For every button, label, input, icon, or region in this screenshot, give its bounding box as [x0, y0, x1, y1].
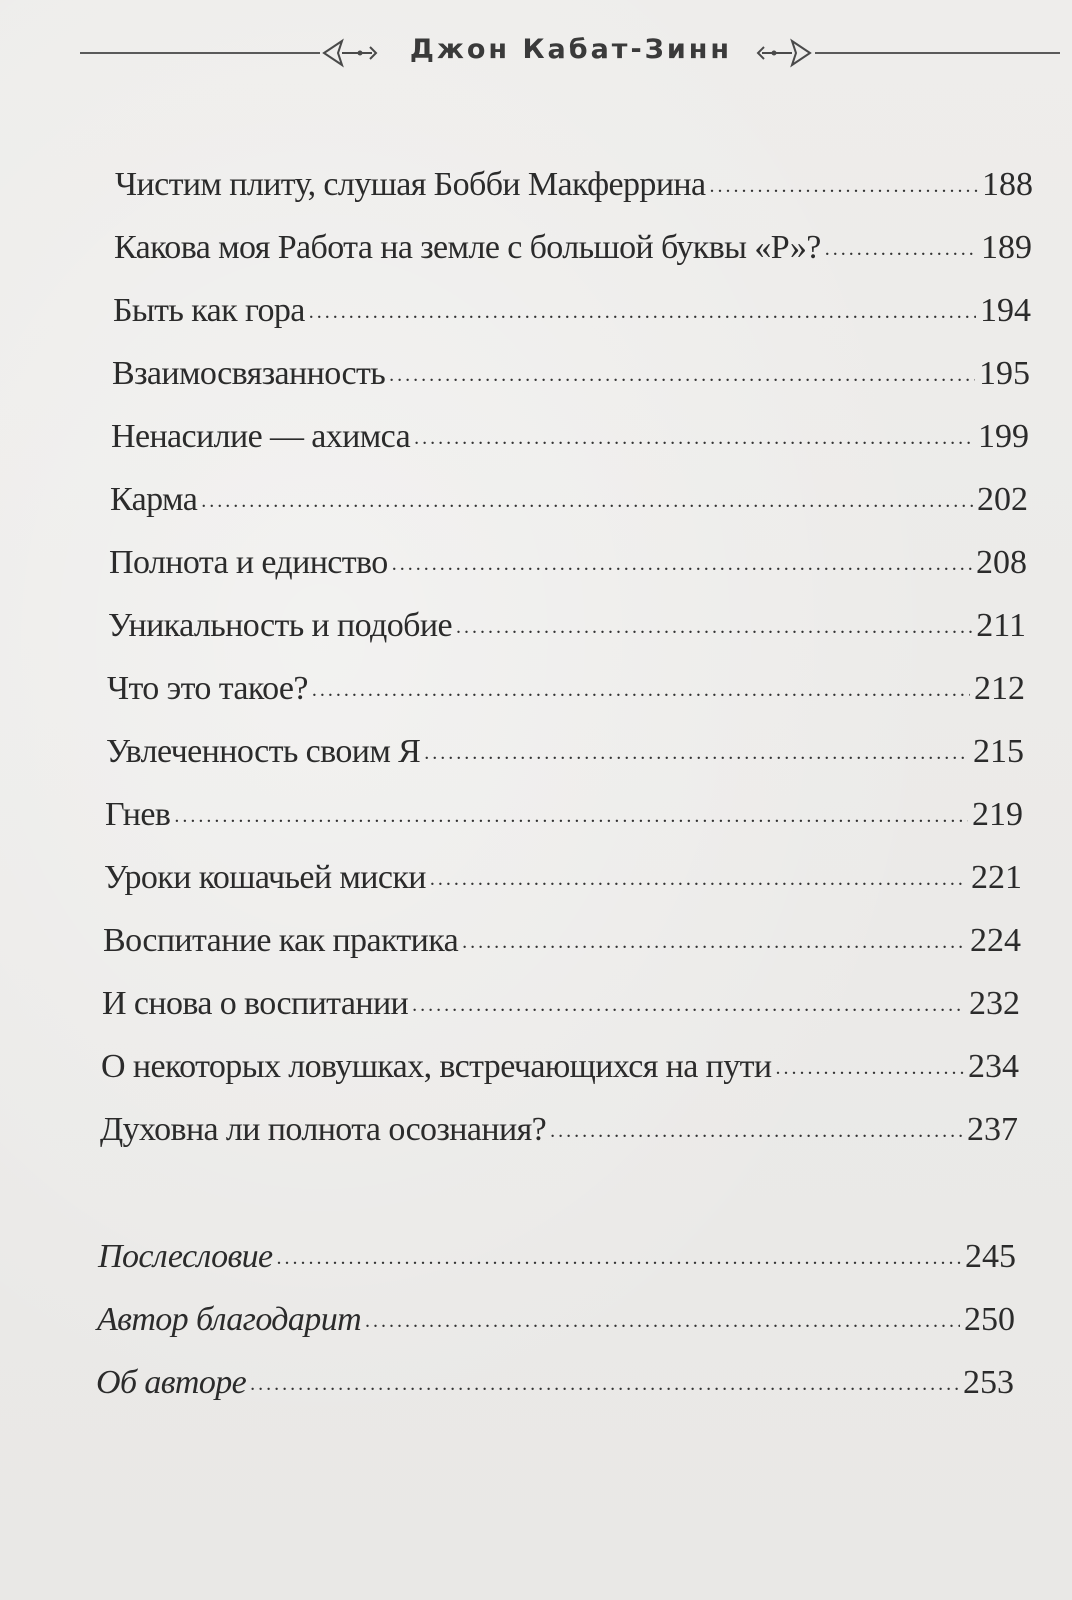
toc-entry-title: Взаимосвязанность: [112, 355, 386, 393]
dot-leader: [277, 1236, 961, 1270]
toc-entry: [106, 717, 1024, 773]
toc-entry: [103, 906, 1021, 962]
dot-leader: [389, 353, 975, 387]
toc-entry-page: 189: [981, 229, 1032, 267]
toc-entry-title: Какова моя Работа на земле с большой буквы «Р»?: [114, 229, 821, 267]
toc-entry-title: Духовна ли полнота осознания?: [100, 1111, 547, 1149]
toc-entry-title: Гнев: [105, 796, 171, 834]
ornament-right-icon: [754, 36, 814, 70]
dot-leader: [250, 1362, 959, 1396]
toc-entry-page: 215: [973, 733, 1024, 771]
toc-entry-title: Ненасилие — ахимса: [111, 418, 411, 456]
dot-leader: [710, 164, 979, 198]
toc-entry-title: Полнота и единство: [109, 544, 388, 582]
toc-entry-page: 188: [982, 166, 1033, 204]
toc-entry: [100, 1095, 1018, 1151]
dot-leader: [424, 731, 969, 765]
toc-entry-title: Быть как гора: [113, 292, 305, 330]
toc-entry-title: Карма: [110, 481, 198, 519]
toc-entry: [101, 1032, 1019, 1088]
toc-entry-title: Уроки кошачьей миски: [104, 859, 426, 897]
dot-leader: [430, 857, 967, 891]
toc-entry: [112, 339, 1030, 395]
ornament-left-icon: [320, 36, 380, 70]
toc-entry: [109, 528, 1027, 584]
dot-leader: [412, 983, 965, 1017]
toc-entry: [111, 402, 1029, 458]
toc-entry: [114, 213, 1032, 269]
toc-entry: [105, 780, 1023, 836]
toc-end-entry: [98, 1222, 1016, 1278]
toc-entry-title: Увлеченность своим Я: [106, 733, 421, 771]
toc-entry: [107, 654, 1025, 710]
dot-leader: [174, 794, 968, 828]
toc-entry-page: 250: [964, 1301, 1015, 1339]
toc-entry-page: 224: [970, 922, 1021, 960]
toc-entry-page: 212: [974, 670, 1025, 708]
dot-leader: [392, 542, 972, 576]
toc-entry-page: 208: [976, 544, 1027, 582]
header-rule-left: [80, 52, 320, 54]
toc-entry-title: Об авторе: [96, 1364, 247, 1402]
dot-leader: [825, 227, 977, 261]
toc-entry-title: Что это такое?: [107, 670, 308, 708]
toc-end-entry: [97, 1285, 1015, 1341]
toc-entry-title: Уникальность и подобие: [108, 607, 452, 645]
toc-entry-page: 194: [980, 292, 1031, 330]
toc-entry: [110, 465, 1028, 521]
dot-leader: [456, 605, 972, 639]
toc-entry-title: Воспитание как практика: [103, 922, 459, 960]
toc-entry-title: Автор благодарит: [97, 1301, 362, 1339]
dot-leader: [550, 1109, 963, 1143]
toc-entry-page: 234: [968, 1048, 1019, 1086]
header-author: Джон Кабат-Зинн: [409, 34, 733, 65]
dot-leader: [309, 290, 976, 324]
toc-end-entry: [96, 1348, 1014, 1404]
toc-entry-title: О некоторых ловушках, встречающихся на пути: [101, 1048, 772, 1086]
dot-leader: [365, 1299, 960, 1333]
dot-leader: [414, 416, 974, 450]
toc-entry-page: 202: [977, 481, 1028, 519]
toc-entry-title: Послесловие: [98, 1238, 273, 1276]
dot-leader: [312, 668, 970, 702]
toc-entry: [113, 276, 1031, 332]
header-rule-right: [815, 52, 1060, 54]
toc-entry-title: Чистим плиту, слушая Бобби Макферрина: [115, 166, 706, 204]
dot-leader: [776, 1046, 965, 1080]
toc-entry-page: 232: [969, 985, 1020, 1023]
dot-leader: [201, 479, 973, 513]
toc-entry: [104, 843, 1022, 899]
toc-entry-title: И снова о воспитании: [102, 985, 409, 1023]
toc-entry: [115, 150, 1033, 206]
toc-entry-page: 195: [979, 355, 1030, 393]
toc-entry: [102, 969, 1020, 1025]
dot-leader: [462, 920, 966, 954]
toc-entry-page: 237: [967, 1111, 1018, 1149]
toc-entry-page: 245: [965, 1238, 1016, 1276]
running-header: [80, 28, 1060, 78]
toc-entry-page: 253: [963, 1364, 1014, 1402]
toc-entry-page: 221: [971, 859, 1022, 897]
toc-entry-page: 211: [976, 607, 1026, 645]
toc-entry-page: 219: [972, 796, 1023, 834]
toc-entry-page: 199: [978, 418, 1029, 456]
toc-entry: [108, 591, 1026, 647]
